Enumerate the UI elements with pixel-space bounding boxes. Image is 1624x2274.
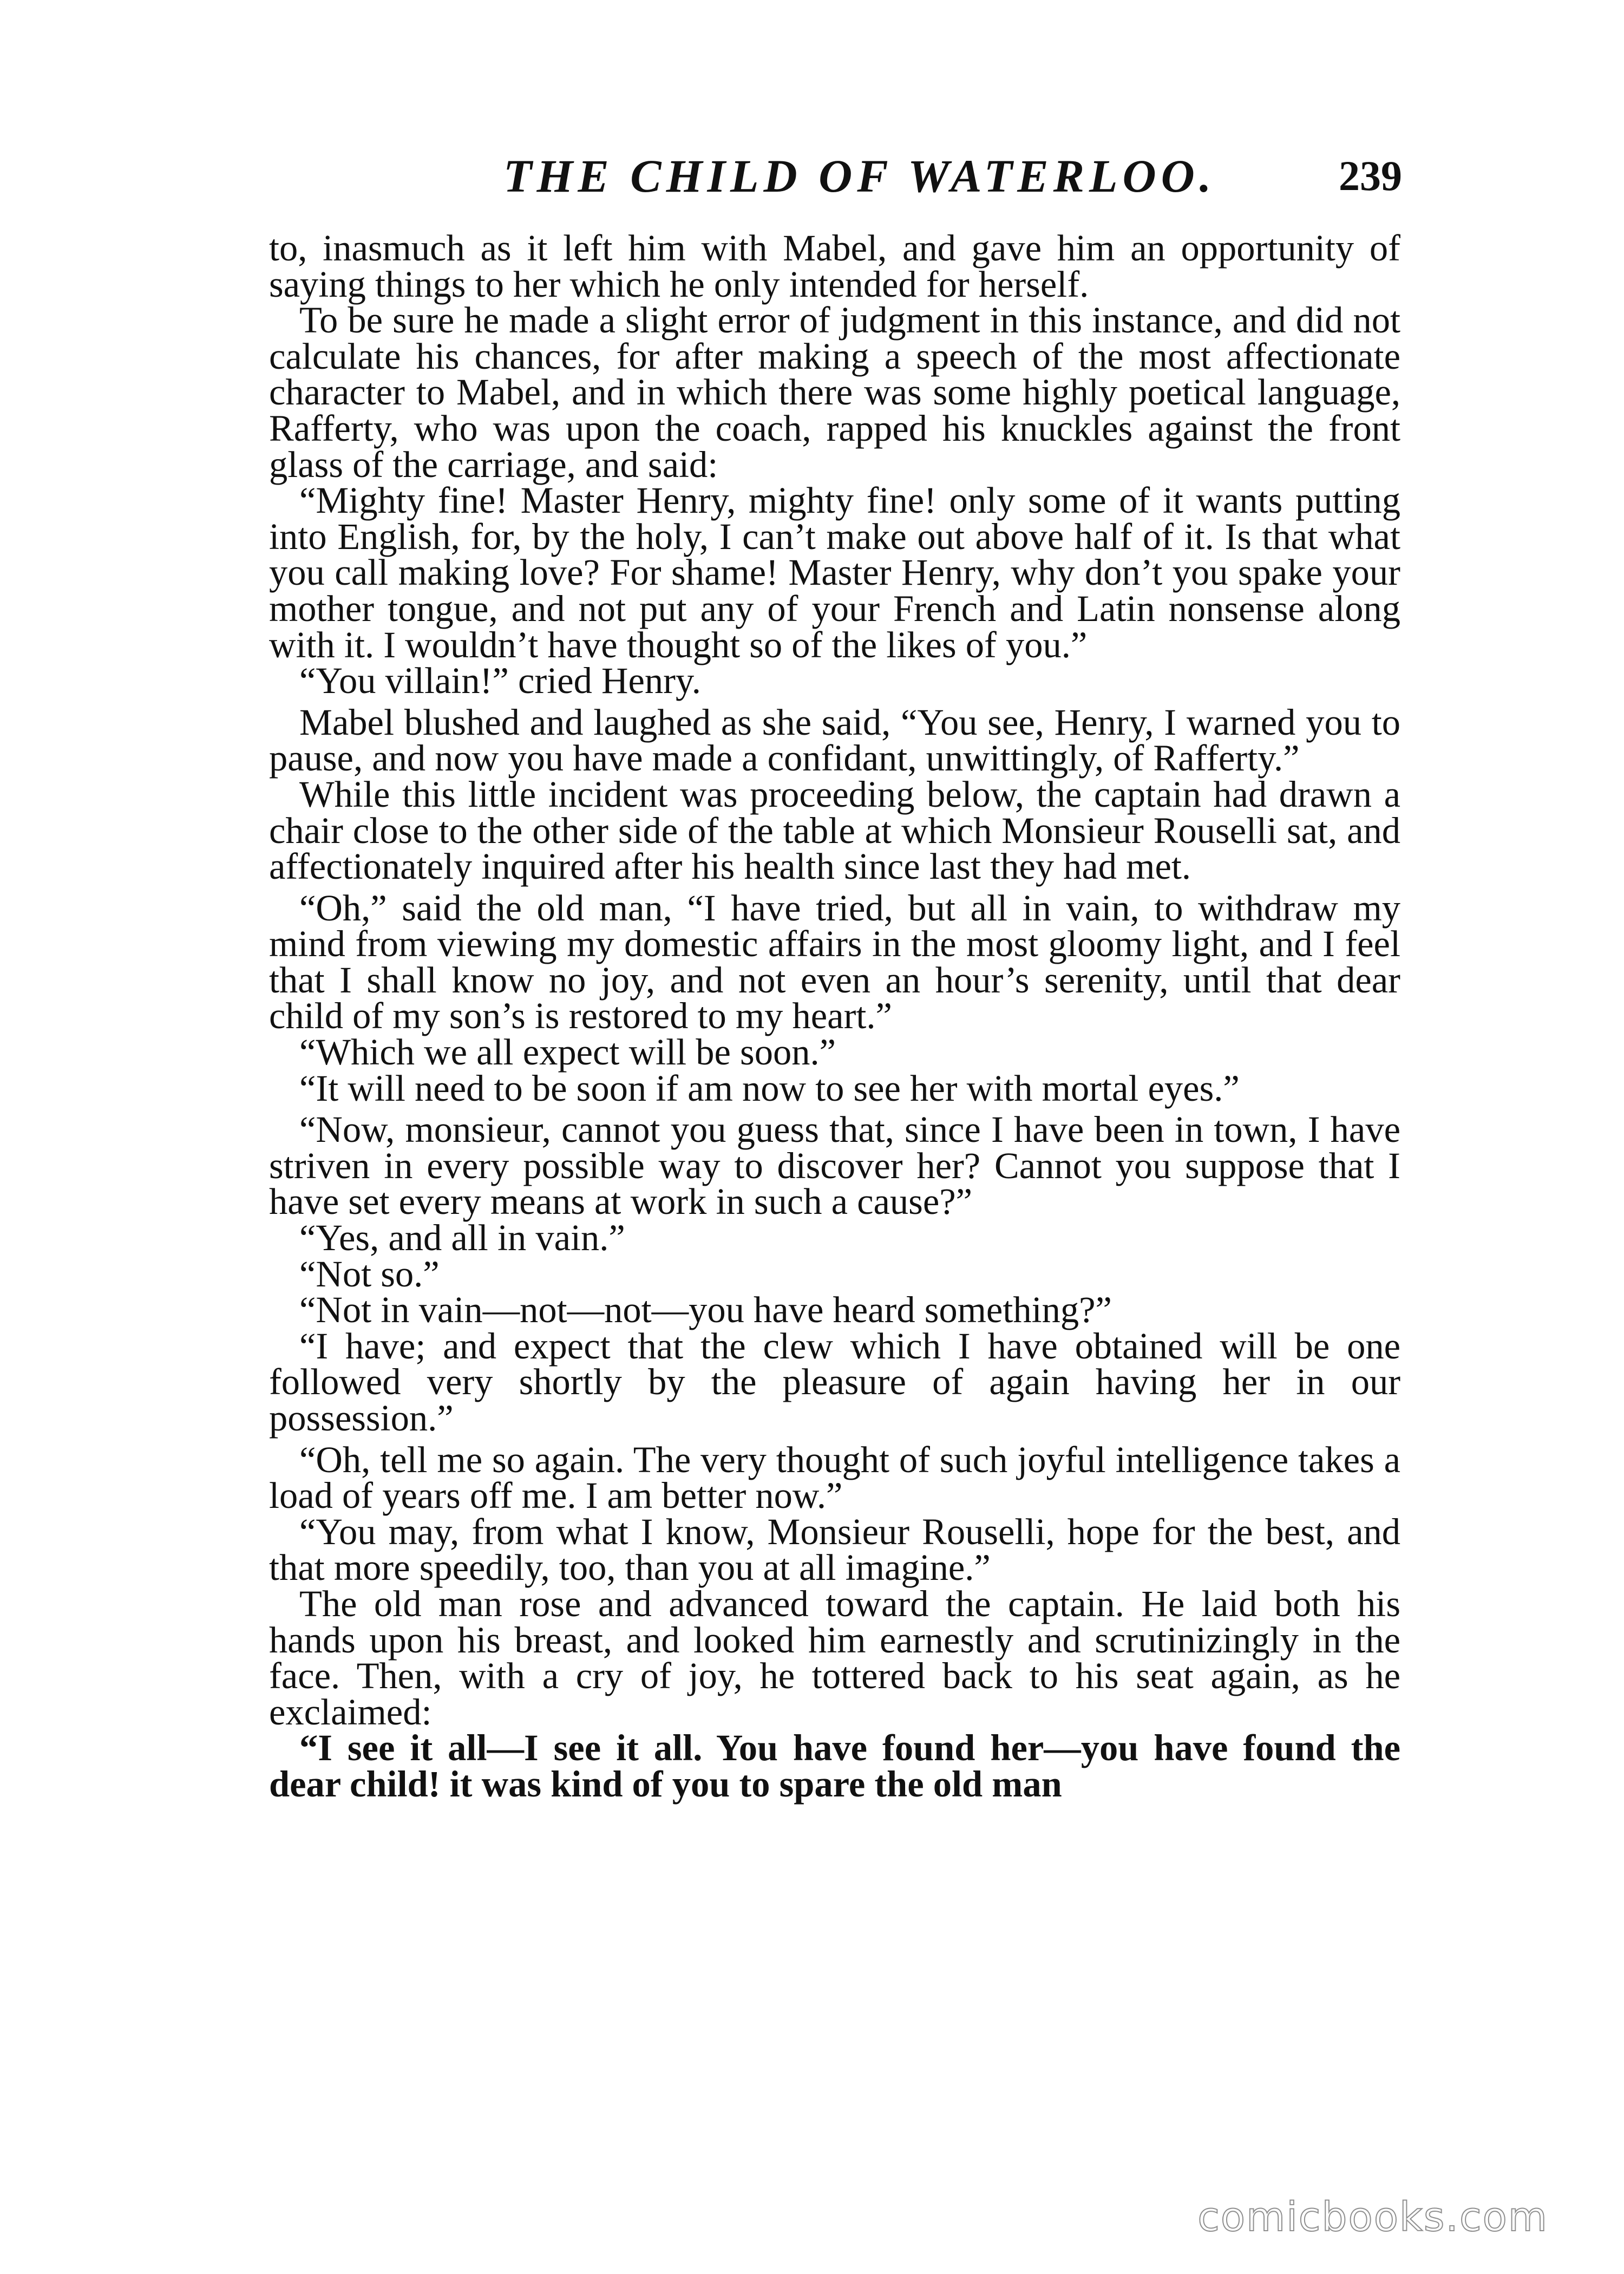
paragraph: “You villain!” cried Henry. xyxy=(299,660,701,702)
page-header xyxy=(271,146,1402,206)
paragraph: “Not so.” xyxy=(299,1253,440,1295)
paragraph: While this little incident was proceeding below, the captain had drawn a chair close to the other side of the table at which Monsieur Rouselli sat, and affectionately inquired after his health since last they had met. xyxy=(269,773,1400,887)
paragraph: “I have; and expect that the clew which I have obtained will be one followed very shortly by the pleasure of again having her in our possession.” xyxy=(269,1325,1400,1439)
paragraph: The old man rose and advanced toward the captain. He laid both his hands upon his breast, and looked him earnestly and scrutinizingly in the face. Then, with a cry of joy, he tottered back to his seat again, as he exclaimed: xyxy=(269,1583,1400,1733)
watermark: comicbooks.com xyxy=(1197,2194,1548,2240)
paragraph: “Not in vain—not—not—you have heard something?” xyxy=(299,1289,1112,1331)
paragraph: “Now, monsieur, cannot you guess that, since I have been in town, I have striven in every possible way to discover her? Cannot you suppose that I have set every means at work in such a cause?” xyxy=(269,1109,1400,1223)
page-number: 239 xyxy=(1339,152,1402,199)
paragraph: “Oh,” said the old man, “I have tried, but all in vain, to withdraw my mind from viewing my domestic affairs in the most gloomy light, and I feel that I shall know no joy, and not even an hour’s serenity, until that dear child of my son’s is restored to my heart.” xyxy=(269,887,1400,1037)
paragraph: to, inasmuch as it left him with Mabel, and gave him an opportunity of saying things to her which he only intended for herself. xyxy=(269,227,1400,305)
paragraph: “Mighty fine! Master Henry, mighty fine! only some of it wants putting into English, for, by the holy, I can’t make out above half of it. Is that what you call making love? For shame! Master Henry, why don’t you spake your mother tongue, and not put any of your French and Latin nonsense along with it. I wouldn’t have thought so of the likes of you.” xyxy=(269,480,1400,665)
paragraph: “You may, from what I know, Monsieur Rouselli, hope for the best, and that more speedily, too, than you at all imagine.” xyxy=(269,1511,1400,1589)
paragraph: To be sure he made a slight error of judgment in this instance, and did not calculate his chances, for after making a speech of the most affectionate character to Mabel, and in which there was some highly poetical language, Rafferty, who was upon the coach, rapped his knuckles against the front glass of the carriage, and said: xyxy=(269,299,1400,485)
paragraph: “I see it all—I see it all. You have found her—you have found the dear child! it was kind of you to spare the old man xyxy=(269,1727,1400,1805)
paragraph: “Oh, tell me so again. The very thought of such joyful intelligence takes a load of years off me. I am better now.” xyxy=(269,1439,1400,1517)
body-text xyxy=(269,227,1400,1805)
paragraph: “Which we all expect will be soon.” xyxy=(299,1031,836,1073)
paragraph: “Yes, and all in vain.” xyxy=(299,1217,625,1259)
paragraph: “It will need to be soon if am now to see her with mortal eyes.” xyxy=(299,1067,1240,1109)
paragraph: Mabel blushed and laughed as she said, “You see, Henry, I warned you to pause, and now you have made a confidant, unwittingly, of Rafferty.” xyxy=(269,701,1400,779)
running-title: THE CHILD OF WATERLOO. xyxy=(503,150,1216,202)
